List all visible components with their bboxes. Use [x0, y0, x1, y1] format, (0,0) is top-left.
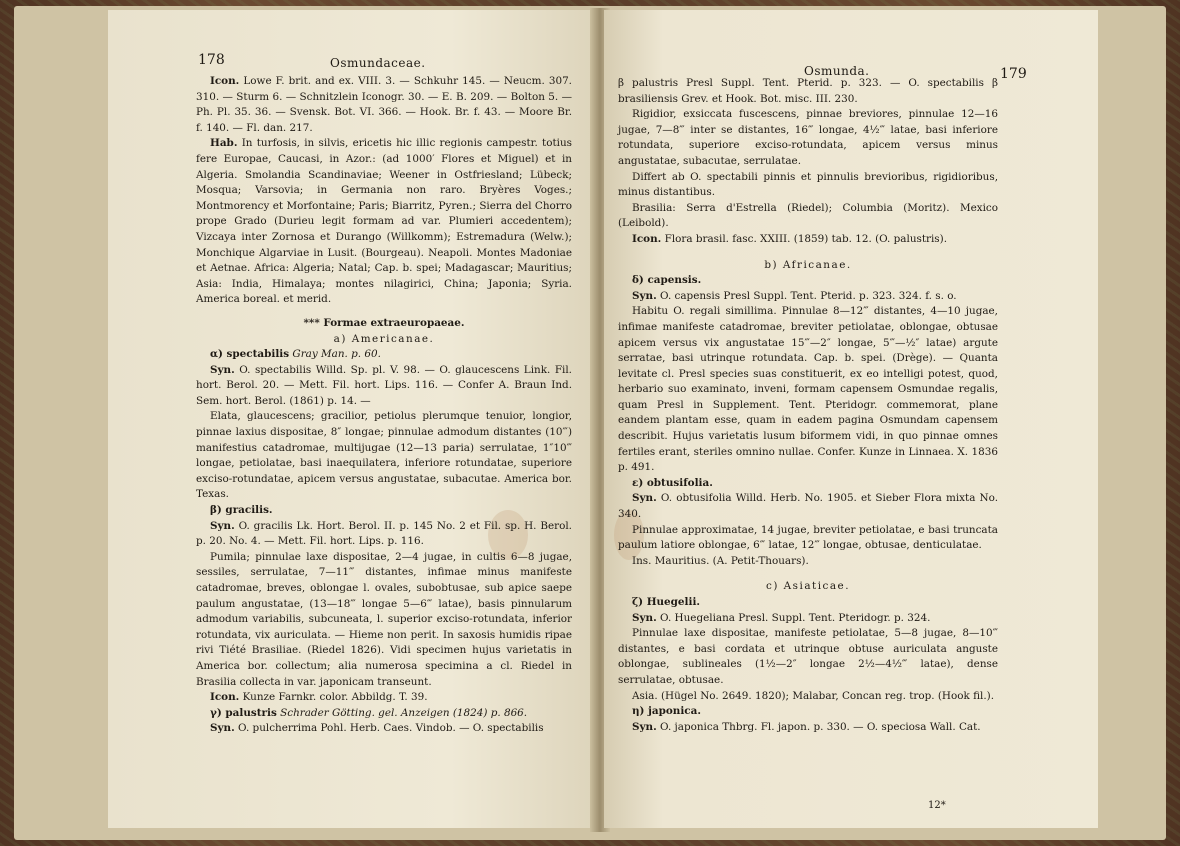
gamma-description: Rigidior, exsiccata fuscescens, pinnae breviores, pinnulae 12—16 jugae, 7—8‴ inter se distantes, 16‴ longae, 4½‴ latae, basi inferiore rotundata, superiore exciso-rotundata, apicem versus minus angustatae, subacutae, serrulatae. — [618, 108, 998, 167]
gamma-differt: Differt ab O. spectabili pinnis et pinnulis brevioribus, rigidioribus, minus distantibus. — [618, 170, 998, 199]
icon-text: Lowe F. brit. and ex. VIII. 3. — Schkuhr 145. — Neucm. 307. 310. — Sturm 6. — Schnitzlein Iconogr. 30. — E. B. 209. — Bolton 5. — Ph. Pl. 35. 36. — Svensk. Bot. VI. 366. — Hook. Br. f. 43. — Moore Br. f. 140. — Fl. dan. 217. — [196, 75, 572, 134]
beta-synonyms: O. gracilis Lk. Hort. Berol. II. p. 145 No. 2 et Fil. sp. H. Berol. p. 20. No. 4. — Mett. Fil. hort. Lips. p. 116. — [196, 519, 572, 548]
icon-label: Icon. — [210, 75, 240, 87]
zeta-description: Pinnulae laxe dispositae, manifeste petiolatae, 5—8 jugae, 8—10‴ distantes, e basi cordata et utrinque obtuse auriculata anguste oblongae, sublineales (1½—2″ longae 2½—4½‴ latae), dense serrulatae, obtusae. — [618, 627, 998, 686]
epsilon-localities: Ins. Mauritius. (A. Petit-Thouars). — [632, 554, 809, 567]
syn-label: Syn. — [632, 289, 657, 302]
gamma-localities: Brasilia: Serra d'Estrella (Riedel); Columbia (Moritz). Mexico (Leibold). — [618, 201, 998, 230]
page-number: 179 — [1000, 66, 1027, 82]
subsection-heading-b: b) Africanae. — [764, 258, 852, 271]
gamma-synonyms: O. pulcherrima Pohl. Herb. Caes. Vindob. — O. spectabilis — [238, 722, 544, 735]
variety-epsilon: ε) obtusifolia. — [632, 476, 713, 489]
icon-label: Icon. — [632, 232, 662, 245]
beta-description: Pumila; pinnulae laxe dispositae, 2—4 jugae, in cultis 6—8 jugae, sessiles, serrulatae, 7—11‴ distantes, infimae minus manifeste catadromae, breves, oblongae l. ovales, subobtusae, sub apice saepe paulum angustatae, (13—18‴ longae 5—6‴ latae), basis pinnularum admodum variabilis, subcuneata, l. superior exciso-rotundata, inferior rotundata, vix auriculata. — Hieme non perit. In saxosis humidis ripae rivi Tiété Brasiliae. (Riedel 1826). Vidi specimen hujus varietatis in America bor. collectum; alia numerosa specimina a cl. Riedel in Brasilia collecta in var. japonicam transeunt. — [196, 550, 572, 688]
beta-icon-text: Kunze Farnkr. color. Abbildg. T. 39. — [242, 691, 428, 704]
page-number: 178 — [198, 52, 225, 68]
variety-delta: δ) capensis. — [632, 274, 702, 287]
gamma-synonyms-continued: β palustris Presl Suppl. Tent. Pterid. p. 323. — O. spectabilis β brasiliensis Grev. et Hook. Bot. misc. III. 230. — [618, 77, 998, 105]
variety-eta: η) japonica. — [632, 705, 701, 718]
syn-label: Syn. — [632, 720, 657, 733]
delta-description: Habitu O. regali simillima. Pinnulae 8—12‴ distantes, 4—10 jugae, infimae manifeste catadromae, breviter petiolatae, oblongae, obtusae apicem versus vix angustatae 15‴—2″ longae, 5‴—½″ latae) argute serratae, basi utrinque rotundata. Cap. b. spei. (Drège). — Quanta levitate cl. Presl species suas constituerit, ex eo intelligi potest, quod, herbario suo examinato, inveni, formam capensem Osmundae regalis, quam Presl in Supplement. Tent. Pteridogr. commemorat, plane eandem plantam esse, quam in eadem pagina Osmundam capensem describit. Hujus varietatis lusum biformem vidi, in quo pinnae omnes fertiles erant, steriles omnino nullae. Confer. Kunze in Linnaea. X. 1836 p. 491. — [618, 305, 998, 474]
syn-label: Syn. — [210, 722, 235, 735]
running-head: Osmundaceae. — [330, 56, 426, 70]
right-text-block — [618, 76, 998, 735]
right-page — [604, 10, 1098, 828]
zeta-synonyms: O. Huegeliana Presl. Suppl. Tent. Pteridogr. p. 324. — [660, 611, 931, 624]
syn-label: Syn. — [210, 363, 235, 376]
section-heading: *** Formae extraeuropaeae. — [303, 316, 465, 329]
signature-mark: 12* — [928, 800, 946, 811]
left-page — [108, 10, 598, 828]
hab-label: Hab. — [210, 137, 238, 150]
delta-synonyms: O. capensis Presl Suppl. Tent. Pterid. p. 323. 324. f. s. o. — [660, 289, 957, 302]
epsilon-description: Pinnulae approximatae, 14 jugae, breviter petiolatae, e basi truncata paulum latiore oblongae, 6‴ latae, 12‴ longae, obtusae, denticulatae. — [618, 523, 998, 552]
eta-synonyms: O. japonica Thbrg. Fl. japon. p. 330. — O. speciosa Wall. Cat. — [660, 720, 981, 733]
variety-alpha-authority: Gray Man. p. 60. — [292, 348, 381, 361]
syn-label: Syn. — [210, 519, 235, 532]
left-text-block — [196, 74, 572, 737]
variety-zeta: ζ) Huegelii. — [632, 596, 701, 608]
icon-label: Icon. — [210, 691, 240, 704]
variety-gamma: γ) palustris — [210, 706, 277, 719]
running-head: Osmunda. — [804, 64, 870, 78]
subsection-heading-c: c) Asiaticae. — [766, 580, 850, 593]
variety-beta: β) gracilis. — [210, 504, 273, 517]
epsilon-synonyms: O. obtusifolia Willd. Herb. No. 1905. et Sieber Flora mixta No. 340. — [618, 492, 998, 521]
hab-text: In turfosis, in silvis, ericetis hic illic regionis campestr. totius fere Europae, Caucasi, in Azor.: (ad 1000′ Flores et Miguel) et in Algeria. Smolandia Scandinaviae; Weener in Ostfriesland; Lübeck; Mosqua; Varsovia; in Germania non raro. Bryères Voges.; Montmorency et Morfontaine; Paris; Biarritz, Pyren.; Sierra del Chorro prope Grado (Durieu legit formam ad var. Plumieri accedentem); Vizcaya inter Zornosa et Durango (Willkomm); Estremadura (Welw.); Monchique Algarviae in Lusit. (Bourgeau). Neapoli. Montes Madoniae et Aetnae. Africa: Algeria; Natal; Cap. b. spei; Madagascar; Mauritius; Asia: India, Himalaya; montes nilagirici, China; Japonia; Syria. America boreal. et merid. — [196, 137, 572, 306]
alpha-synonyms: O. spectabilis Willd. Sp. pl. V. 98. — O. glaucescens Link. Fil. hort. Berol. 20. — Mett. Fil. hort. Lips. 116. — Confer A. Braun Ind. Sem. hort. Berol. (1861) p. 14. — — [196, 363, 572, 407]
zeta-localities: Asia. (Hügel No. 2649. 1820); Malabar, Concan reg. trop. (Hook fil.). — [632, 689, 995, 702]
variety-gamma-authority: Schrader Götting. gel. Anzeigen (1824) p. 866. — [280, 706, 528, 719]
variety-alpha: α) spectabilis — [210, 348, 290, 361]
subsection-heading-a: a) Americanae. — [333, 332, 435, 345]
syn-label: Syn. — [632, 492, 657, 505]
gamma-icon-text: Flora brasil. fasc. XXIII. (1859) tab. 12. (O. palustris). — [664, 232, 947, 245]
syn-label: Syn. — [632, 611, 657, 624]
alpha-description: Elata, glaucescens; gracilior, petiolus plerumque tenuior, longior, pinnae laxius dispositae, 8″ longae; pinnulae admodum distantes (10‴) manifestius catadromae, multijugae (12—13 paria) serrulatae, 1″10‴ longae, petiolatae, basi inaequilatera, inferiore rotundatae, superiore exciso-rotundatae, apicem versus angustatae, subacutae. America bor. Texas. — [196, 410, 572, 501]
